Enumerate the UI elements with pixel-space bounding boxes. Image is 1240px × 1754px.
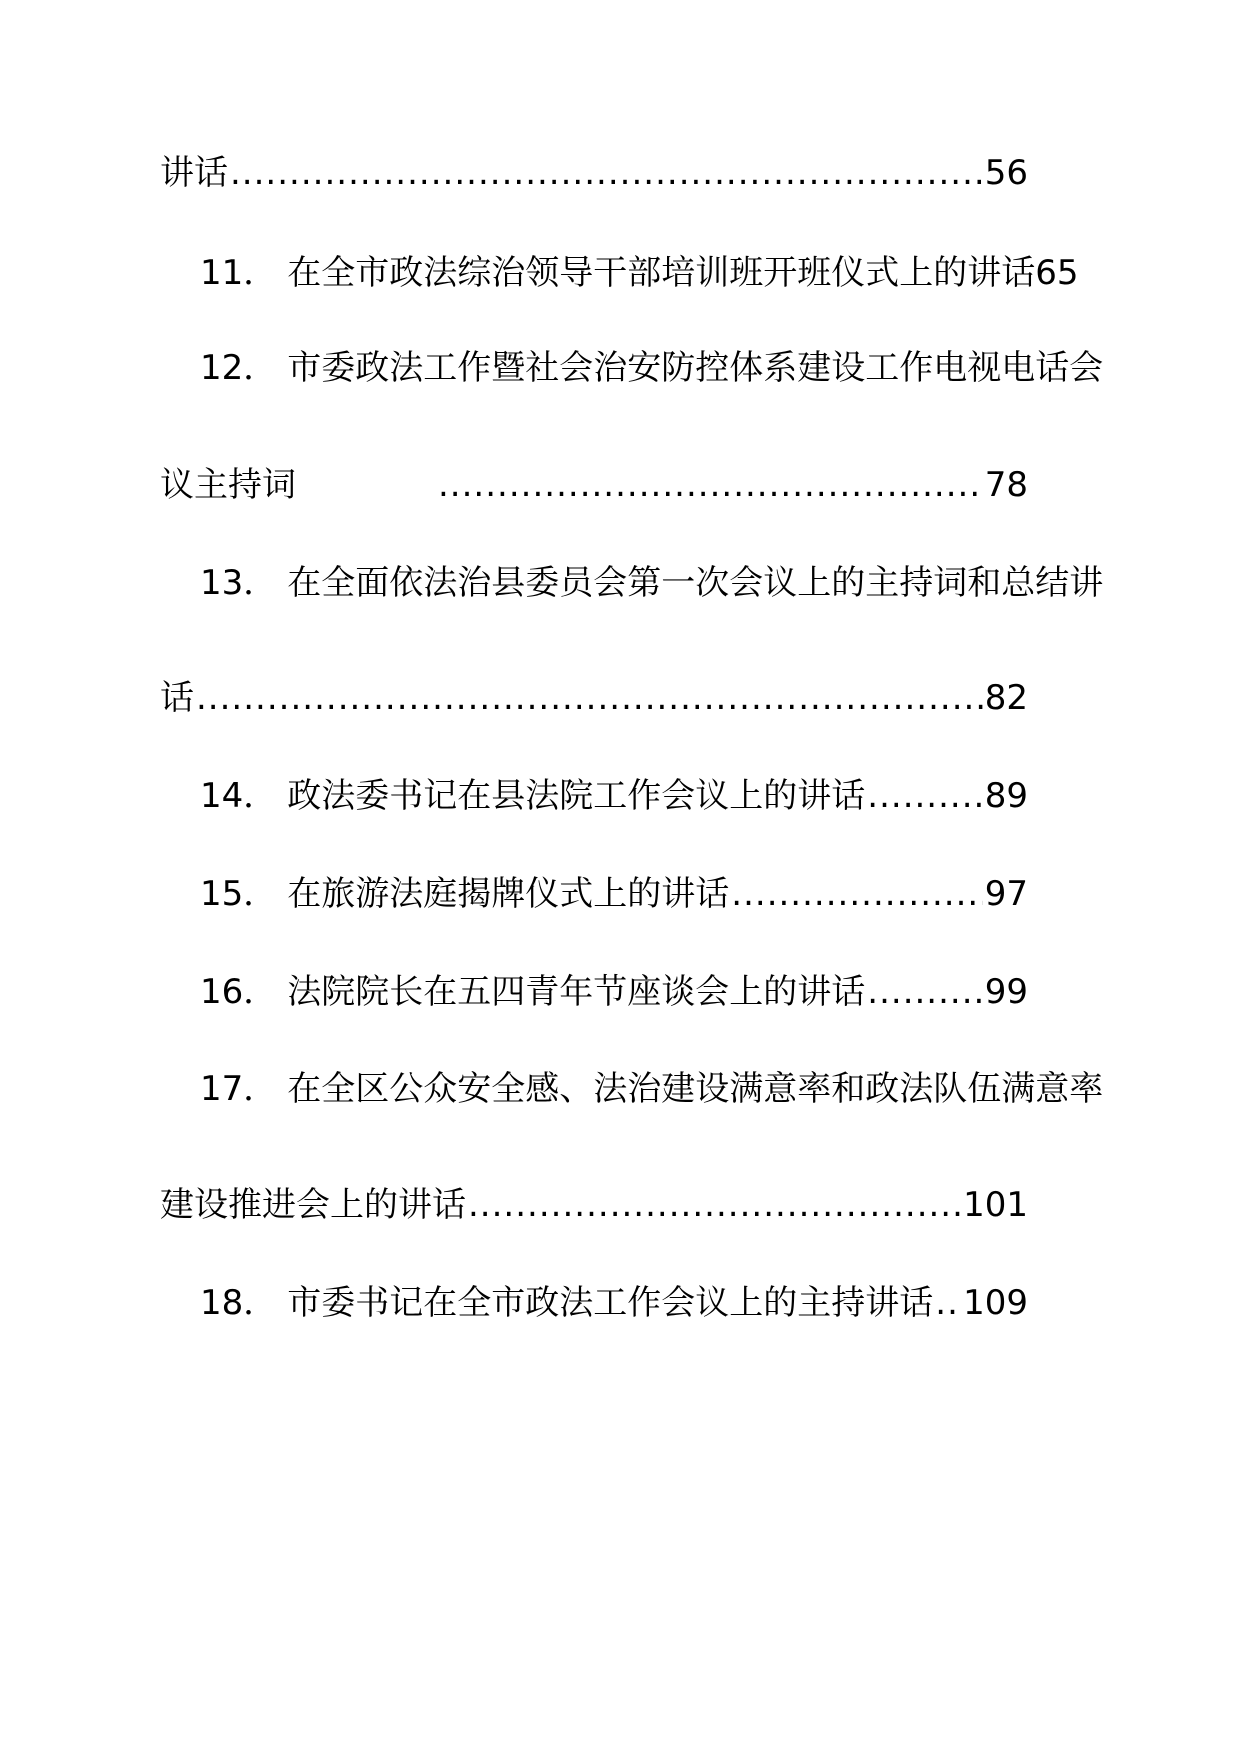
toc-entry-14[interactable] [200,769,1028,823]
toc-entry-17-line1[interactable] [200,1062,1110,1116]
toc-entry-16[interactable] [200,965,1028,1019]
toc-entry-title: 讲话 [160,153,228,193]
toc-entry-title: 法院院长在五四青年节座谈会上的讲话 [287,972,866,1012]
toc-entry-number: 17． [200,1069,278,1109]
toc-entry-15[interactable] [200,867,1028,921]
toc-entry-12-line1[interactable] [200,341,1110,395]
dot-leader [731,867,982,921]
toc-page-number: 89 [984,776,1028,816]
toc-page-number: 56 [984,153,1028,193]
toc-page-number: 82 [984,678,1028,718]
dot-leader [867,965,982,1019]
toc-entry-title: 在全面依法治县委员会第一次会议上的主持词和总结讲 [287,563,1104,603]
toc-entry-number: 13． [200,563,278,603]
toc-page-number: 99 [984,972,1028,1012]
toc-entry-number: 11． [200,253,278,293]
toc-entry-title-continued: 建设推进会上的讲话 [160,1185,466,1225]
toc-page-number: 109 [963,1283,1028,1323]
toc-entry-12-line2[interactable] [160,458,1028,512]
toc-entry-number: 16． [200,972,278,1012]
dot-leader [867,769,982,823]
toc-entry-18[interactable] [200,1276,1028,1330]
toc-page-number: 65 [1035,253,1079,293]
dot-leader [230,146,983,200]
toc-page-number: 97 [984,874,1028,914]
toc-entry-number: 12． [200,348,278,388]
dot-leader [468,1178,961,1232]
dot-leader [438,458,983,512]
toc-entry-title-continued: 话 [160,678,194,718]
toc-entry-title: 在全市政法综治领导干部培训班开班仪式上的讲话 [287,253,1036,293]
toc-entry-10-continued[interactable] [160,146,1028,200]
toc-entry-number: 14． [200,776,278,816]
toc-entry-title: 在旅游法庭揭牌仪式上的讲话 [287,874,730,914]
toc-entry-title: 市委书记在全市政法工作会议上的主持讲话 [287,1283,934,1323]
toc-entry-title: 市委政法工作暨社会治安防控体系建设工作电视电话会 [287,348,1104,388]
toc-entry-13-line2[interactable] [160,671,1028,725]
toc-entry-17-line2[interactable] [160,1178,1028,1232]
toc-page-number: 78 [984,465,1028,505]
toc-entry-11[interactable] [200,246,1110,300]
dot-leader [935,1276,961,1330]
toc-entry-title: 政法委书记在县法院工作会议上的讲话 [287,776,866,816]
toc-entry-13-line1[interactable] [200,556,1110,610]
toc-entry-title-continued: 议主持词 [160,465,296,505]
toc-entry-title: 在全区公众安全感、法治建设满意率和政法队伍满意率 [287,1069,1104,1109]
toc-entry-number: 18． [200,1283,278,1323]
toc-entry-number: 15． [200,874,278,914]
dot-leader [196,671,983,725]
toc-page-number: 101 [963,1185,1028,1225]
